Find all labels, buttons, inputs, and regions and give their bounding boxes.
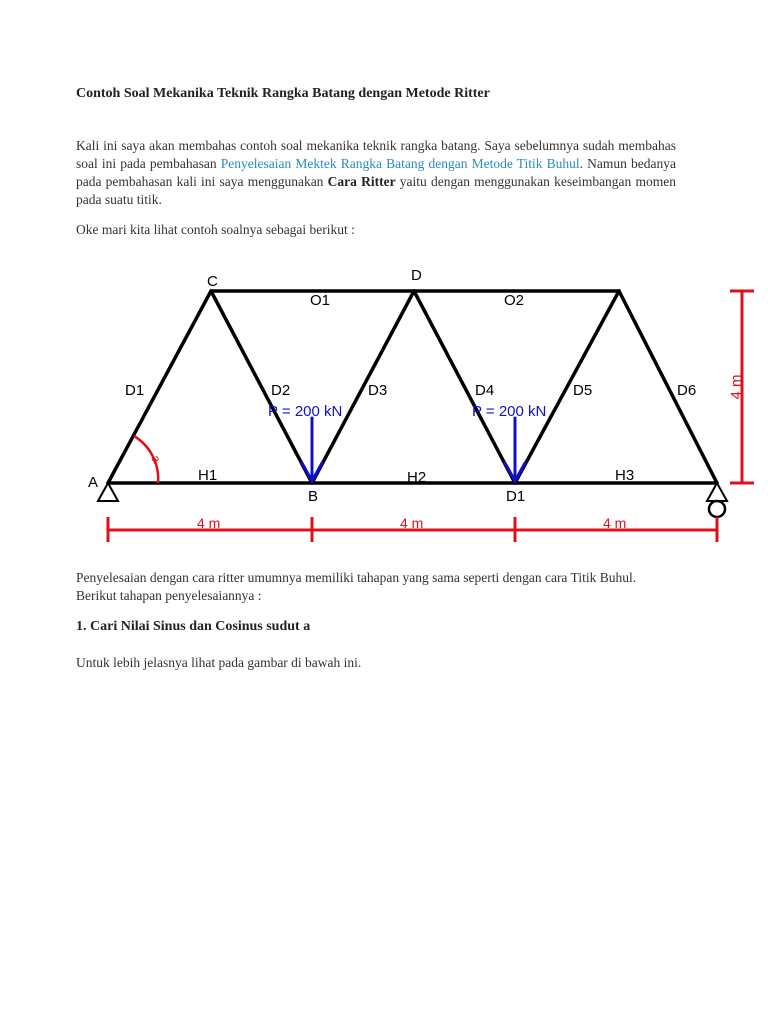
member-label-h3: H3	[615, 467, 635, 484]
page-title: Contoh Soal Mekanika Teknik Rangka Batang dengan Metode Ritter	[76, 86, 490, 101]
member-label-d5: D5	[573, 382, 593, 399]
member-d6	[619, 291, 717, 483]
after-diagram-paragraph: Penyelesaian dengan cara ritter umumnya memiliki tahapan yang sama seperti dengan cara Titik Buhul. Berikut tahapan penyelesaiannya :	[76, 570, 637, 603]
member-label-h2: H2	[407, 469, 427, 486]
load-label-b: P = 200 kN	[268, 403, 343, 420]
intro-text-3: yaitu dengan menggunakan keseimbangan momen pada suatu titik.	[76, 174, 676, 207]
node-label-c: C	[207, 273, 218, 290]
titik-buhul-link[interactable]: Penyelesaian Mektek Rangka Batang dengan Metode Titik Buhul	[220, 156, 580, 171]
member-label-d2: D2	[271, 382, 291, 399]
truss-members	[108, 291, 717, 483]
load-label-d1: P = 200 kN	[472, 403, 547, 420]
node-label-d: D	[411, 267, 422, 284]
dimension-label-2: 4 m	[400, 515, 424, 531]
member-label-o2: O2	[504, 292, 525, 309]
node-label-a: A	[88, 474, 99, 491]
member-label-o1: O1	[310, 292, 331, 309]
roller-wheel-icon	[709, 501, 725, 517]
roller-support-icon	[707, 483, 727, 501]
node-label-d1: D1	[506, 488, 526, 505]
member-d3	[312, 291, 414, 483]
member-label-d1: D1	[125, 382, 145, 399]
dimension-label-1: 4 m	[197, 515, 221, 531]
intro-text-2: . Namun bedanya pada pembahasan kali ini saya menggunakan	[76, 156, 677, 189]
member-d5	[515, 291, 619, 483]
intro-text-1: Kali ini saya akan membahas contoh soal mekanika teknik rangka batang. Saya sebelumnya sudah membahas soal ini pada pembahasan	[76, 138, 676, 171]
member-d2	[211, 291, 312, 483]
step1-text: Untuk lebih jelasnya lihat pada gambar di bawah ini.	[76, 655, 362, 670]
member-label-d4: D4	[475, 382, 495, 399]
member-label-h1: H1	[198, 467, 218, 484]
truss-diagram	[0, 255, 768, 555]
cara-ritter-bold: Cara Ritter	[327, 174, 396, 189]
lead-in-paragraph: Oke mari kita lihat contoh soalnya sebagai berikut :	[76, 222, 355, 237]
height-label: 4 m	[728, 374, 745, 400]
pin-support-icon	[98, 483, 118, 501]
dimension-label-3: 4 m	[603, 515, 627, 531]
step1-heading: 1. Cari Nilai Sinus dan Cosinus sudut a	[76, 619, 311, 634]
member-d4	[414, 291, 515, 483]
angle-label: a	[148, 452, 164, 466]
dimension-lines	[108, 291, 754, 542]
member-label-d6: D6	[677, 382, 697, 399]
intro-paragraph	[76, 137, 676, 209]
member-labels	[125, 292, 696, 486]
member-label-d3: D3	[368, 382, 388, 399]
node-label-b: B	[308, 488, 319, 505]
